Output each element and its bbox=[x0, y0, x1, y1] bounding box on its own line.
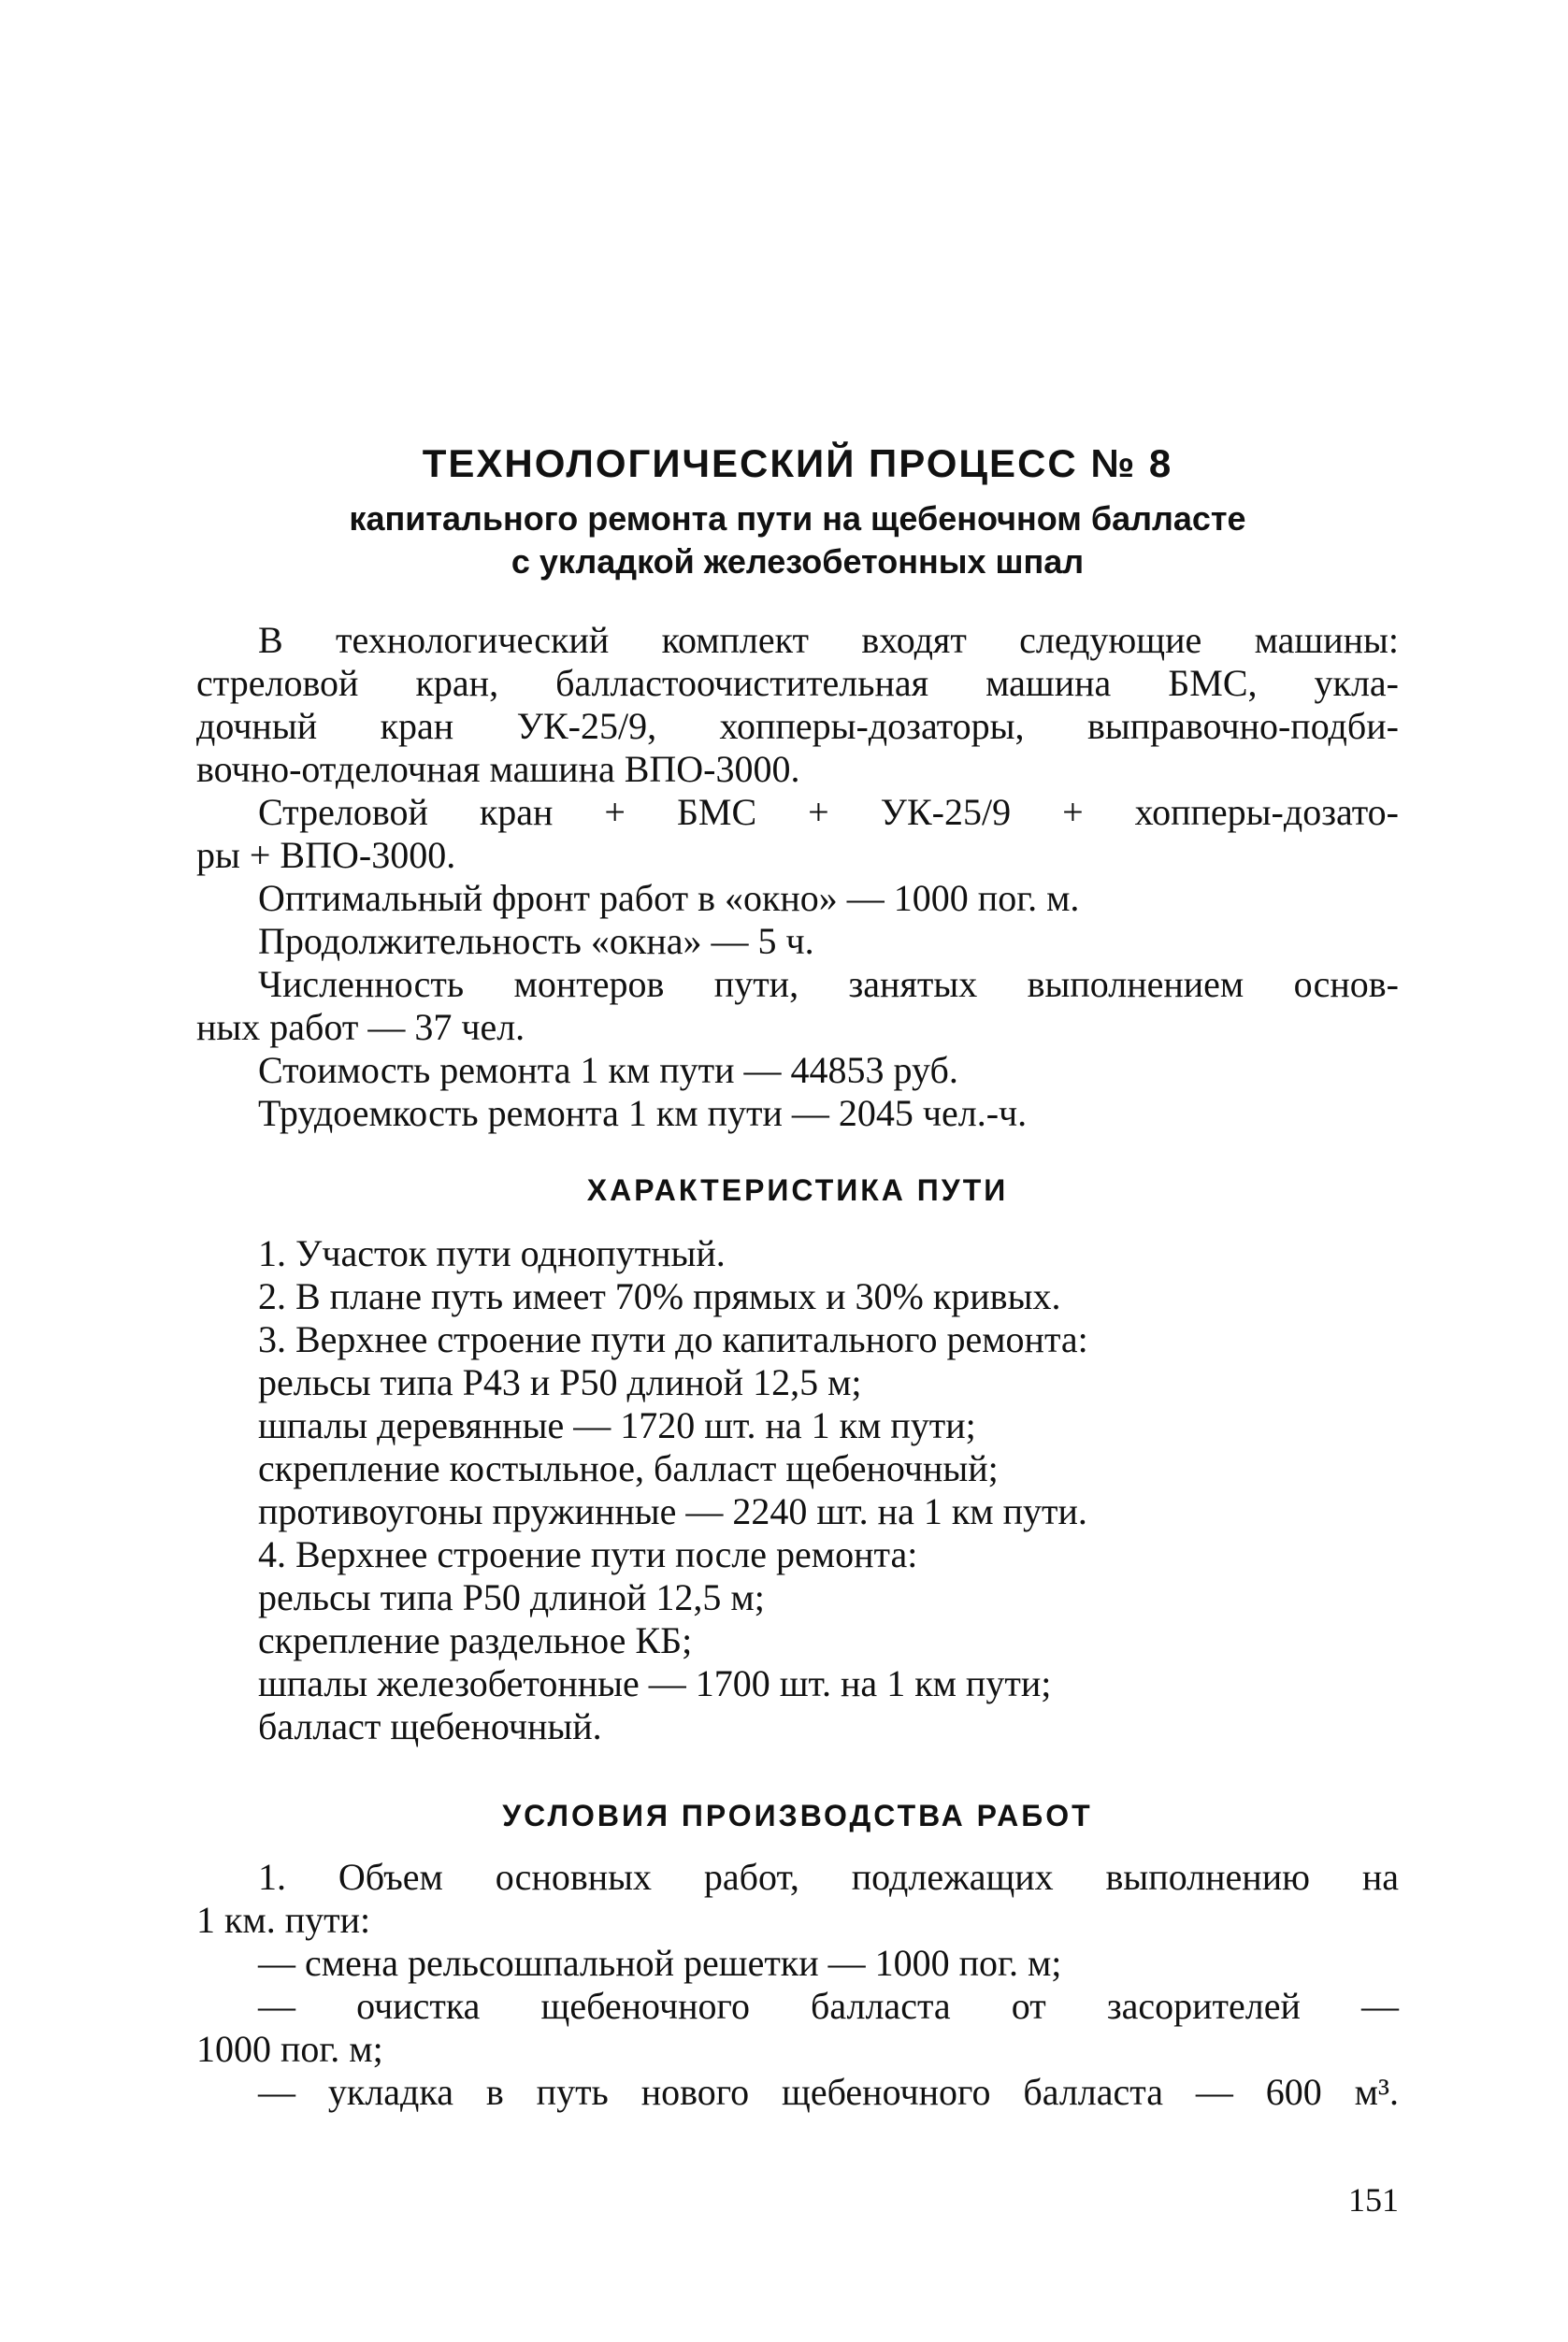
list-item: рельсы типа Р43 и Р50 длиной 12,5 м; bbox=[258, 1361, 862, 1403]
process-title: ТЕХНОЛОГИЧЕСКИЙ ПРОЦЕСС № 8 bbox=[422, 441, 1173, 485]
list-item: 3. Верхнее строение пути до капитального ремонта: bbox=[258, 1318, 1088, 1360]
page-number: 151 bbox=[1348, 2181, 1399, 2219]
list-item: — очистка щебеночного балласта от засорителей — bbox=[258, 1985, 1399, 2027]
intro-line: В технологический комплект входят следующие машины: bbox=[258, 619, 1399, 661]
intro-line: Продолжительность «окна» — 5 ч. bbox=[258, 920, 814, 962]
work-conditions-heading: УСЛОВИЯ ПРОИЗВОДСТВА РАБОТ bbox=[502, 1799, 1093, 1832]
list-item: 2. В плане путь имеет 70% прямых и 30% кривых. bbox=[258, 1275, 1061, 1317]
list-item: рельсы типа Р50 длиной 12,5 м; bbox=[258, 1576, 765, 1618]
book-page bbox=[196, 0, 1399, 2342]
list-item: 1. Объем основных работ, подлежащих выполнению на bbox=[258, 1856, 1399, 1898]
intro-line: стреловой кран, балластоочистительная машина БМС, укла- bbox=[196, 662, 1399, 704]
list-item: — укладка в путь нового щебеночного балласта — 600 м³. bbox=[258, 2071, 1399, 2113]
list-item: 1000 пог. м; bbox=[196, 2028, 383, 2070]
list-item: 1. Участок пути однопутный. bbox=[258, 1232, 726, 1274]
intro-line: Трудоемкость ремонта 1 км пути — 2045 чел.-ч. bbox=[258, 1092, 1028, 1134]
intro-block bbox=[196, 619, 1399, 1135]
track-characteristics-list bbox=[196, 1232, 1399, 1748]
list-item: скрепление раздельное КБ; bbox=[258, 1619, 693, 1661]
intro-line: Оптимальный фронт работ в «окно» — 1000 пог. м. bbox=[258, 877, 1080, 919]
intro-line: ных работ — 37 чел. bbox=[196, 1006, 525, 1048]
list-item: 4. Верхнее строение пути после ремонта: bbox=[258, 1533, 918, 1575]
process-subtitle-line-2: с укладкой железобетонных шпал bbox=[511, 542, 1085, 581]
list-item: шпалы железобетонные — 1700 шт. на 1 км пути; bbox=[258, 1662, 1052, 1704]
list-item: противоугоны пружинные — 2240 шт. на 1 км пути. bbox=[258, 1490, 1087, 1532]
intro-line: вочно-отделочная машина ВПО-3000. bbox=[196, 748, 800, 790]
list-item: 1 км. пути: bbox=[196, 1899, 371, 1941]
list-item: балласт щебеночный. bbox=[258, 1705, 602, 1747]
process-subtitle-line-1: капитального ремонта пути на щебеночном балласте bbox=[349, 499, 1246, 538]
list-item: скрепление костыльное, балласт щебеночный; bbox=[258, 1447, 999, 1489]
intro-line: Стоимость ремонта 1 км пути — 44853 руб. bbox=[258, 1049, 958, 1091]
intro-line: Численность монтеров пути, занятых выполнением основ- bbox=[258, 963, 1399, 1005]
intro-line: ры + ВПО-3000. bbox=[196, 834, 456, 876]
intro-line: дочный кран УК-25/9, хопперы-дозаторы, выправочно-подби- bbox=[196, 705, 1399, 747]
track-characteristics-heading: ХАРАКТЕРИСТИКА ПУТИ bbox=[586, 1173, 1009, 1207]
list-item: шпалы деревянные — 1720 шт. на 1 км пути; bbox=[258, 1404, 976, 1446]
list-item: — смена рельсошпальной решетки — 1000 пог. м; bbox=[258, 1942, 1062, 1984]
work-conditions-list bbox=[196, 1856, 1399, 2114]
intro-line: Стреловой кран + БМС + УК-25/9 + хопперы-дозато- bbox=[258, 791, 1399, 833]
